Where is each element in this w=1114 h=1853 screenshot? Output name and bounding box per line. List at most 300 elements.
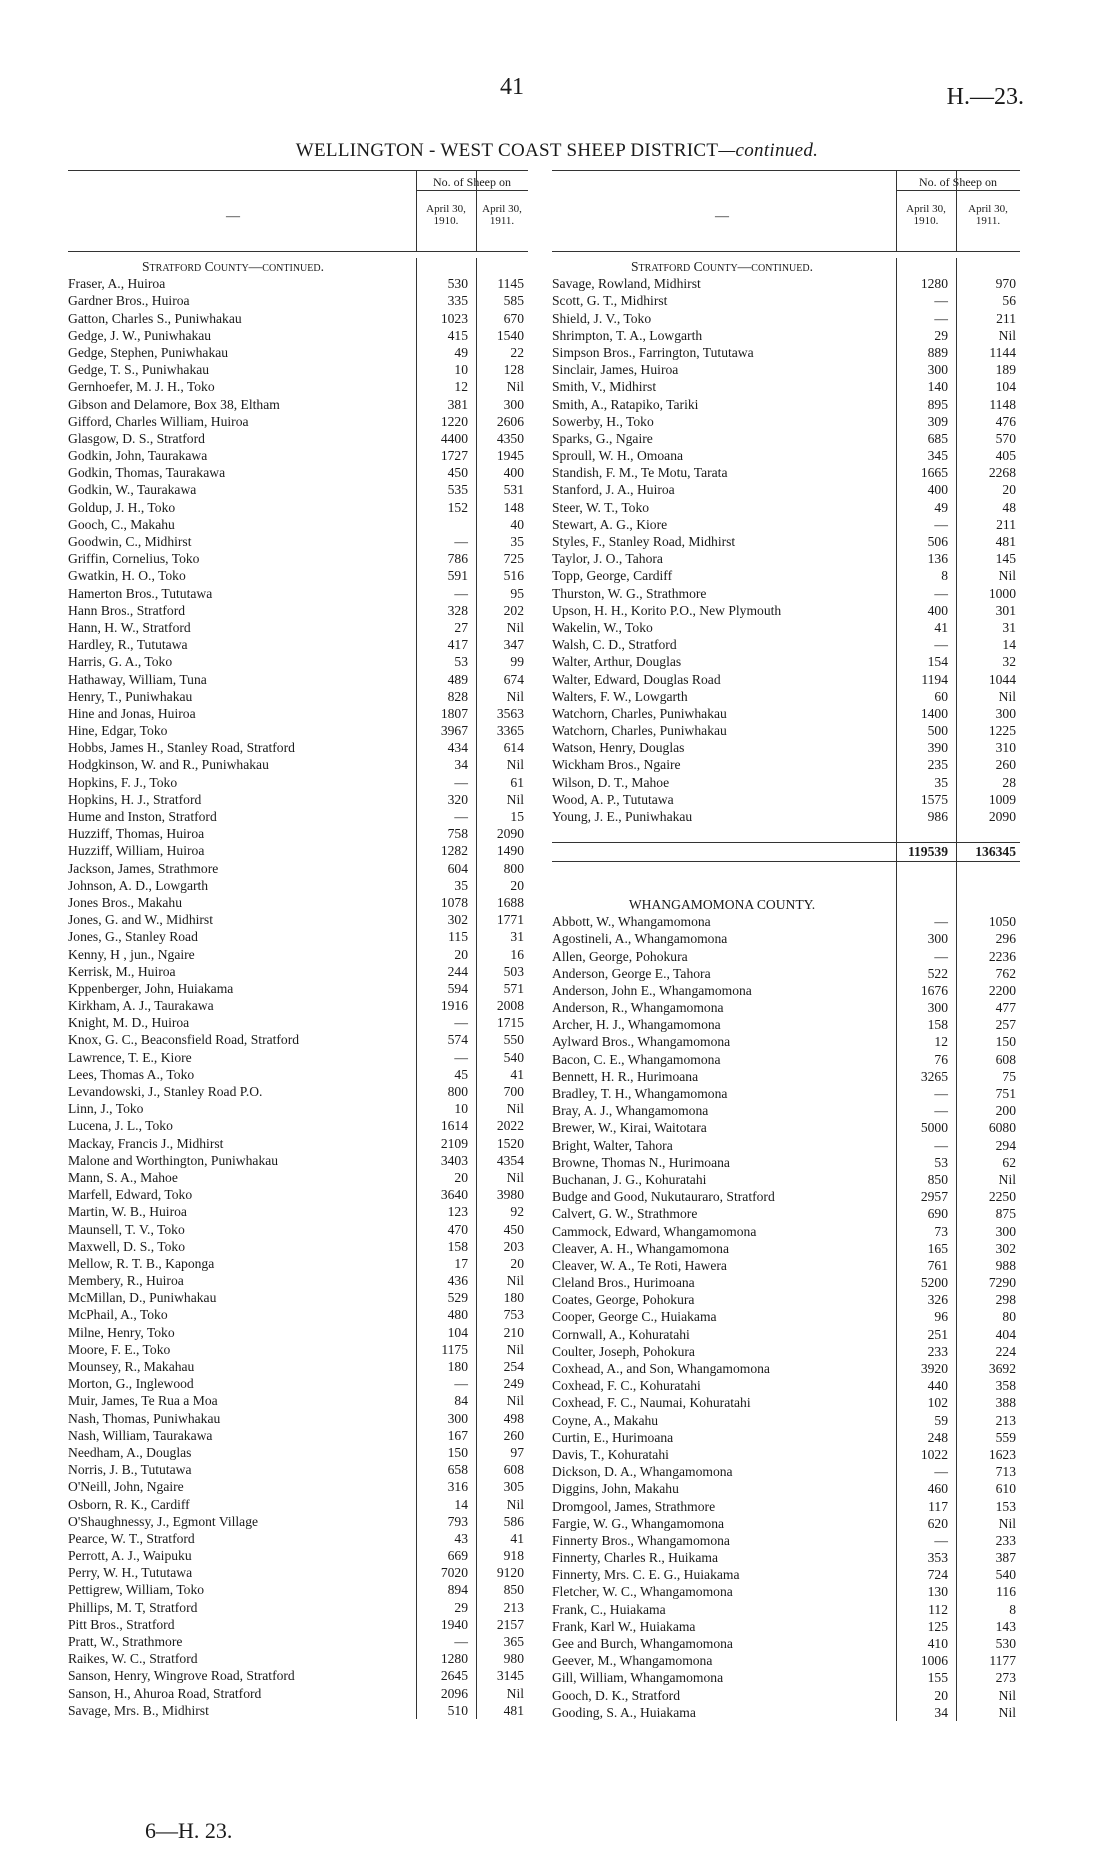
owner-name: Cornwall, A., Kohuratahi bbox=[552, 1326, 690, 1342]
sheep-1911: 200 bbox=[995, 1103, 1016, 1119]
owner-name: Frank, C., Huiakama bbox=[552, 1601, 666, 1617]
table-row bbox=[552, 413, 1020, 430]
column-rule bbox=[956, 464, 957, 481]
sheep-1911: 608 bbox=[995, 1051, 1016, 1067]
column-rule bbox=[476, 739, 477, 756]
sheep-1910: 328 bbox=[447, 602, 468, 618]
sheep-1911: 22 bbox=[510, 344, 524, 360]
owner-name: Marfell, Edward, Toko bbox=[68, 1187, 193, 1203]
column-rule bbox=[476, 1650, 477, 1667]
column-rule bbox=[476, 1341, 477, 1358]
owner-name: Cammock, Edward, Whangamomona bbox=[552, 1223, 757, 1239]
sheep-1910: 400 bbox=[927, 482, 948, 498]
column-rule bbox=[416, 1444, 417, 1461]
sheep-1911: 3692 bbox=[988, 1361, 1016, 1376]
sheep-1911: 9120 bbox=[496, 1565, 524, 1581]
column-rule bbox=[416, 877, 417, 894]
column-rule bbox=[416, 1599, 417, 1616]
sheep-1910: 690 bbox=[927, 1206, 948, 1222]
owner-name: Stewart, A. G., Kiore bbox=[552, 516, 668, 532]
column-rule bbox=[956, 1016, 957, 1033]
column-rule bbox=[896, 516, 897, 533]
sheep-1911: 481 bbox=[995, 534, 1016, 549]
owner-name: Savage, Rowland, Midhirst bbox=[552, 276, 701, 292]
column-rule bbox=[476, 653, 477, 670]
owner-name: Thurston, W. G., Strathmore bbox=[552, 585, 707, 601]
sheep-1911: 211 bbox=[996, 310, 1016, 326]
column-rule bbox=[956, 481, 957, 498]
table-body bbox=[552, 252, 1020, 1721]
sheep-1910: 510 bbox=[447, 1702, 468, 1718]
owner-name: Harris, G. A., Toko bbox=[68, 654, 173, 670]
owner-name: Sparks, G., Ngaire bbox=[552, 430, 653, 446]
column-rule bbox=[896, 1463, 897, 1480]
owner-name: Malone and Worthington, Puniwhakau bbox=[68, 1152, 279, 1168]
owner-name: Jones Bros., Makahu bbox=[68, 894, 183, 910]
column-rule bbox=[956, 585, 957, 602]
sheep-1911: 41 bbox=[510, 1066, 524, 1082]
column-rule bbox=[476, 1117, 477, 1134]
sheep-1910: 3920 bbox=[920, 1361, 948, 1376]
table-row bbox=[68, 1410, 528, 1427]
column-rule bbox=[896, 913, 897, 930]
column-rule bbox=[896, 1257, 897, 1274]
column-rule bbox=[896, 1446, 897, 1463]
sheep-1910: 400 bbox=[927, 602, 948, 618]
column-rule bbox=[416, 774, 417, 791]
sheep-1911: 148 bbox=[503, 499, 524, 515]
owner-name: Cooper, George C., Huiakama bbox=[552, 1309, 717, 1325]
column-rule bbox=[416, 481, 417, 498]
table-row bbox=[68, 1616, 528, 1633]
sheep-1910: 10 bbox=[454, 1101, 468, 1117]
table-row bbox=[552, 1566, 1020, 1583]
table-row bbox=[552, 1016, 1020, 1033]
sheep-1910: 49 bbox=[934, 499, 948, 515]
owner-name: O'Shaughnessy, J., Egmont Village bbox=[68, 1513, 259, 1529]
column-rule bbox=[956, 1257, 957, 1274]
column-rule bbox=[416, 1083, 417, 1100]
column-rule bbox=[476, 1152, 477, 1169]
table-row bbox=[552, 1308, 1020, 1325]
owner-name: Shield, J. V., Toko bbox=[552, 310, 652, 326]
column-rule bbox=[956, 1515, 957, 1532]
column-rule bbox=[416, 1547, 417, 1564]
sheep-1911: 6080 bbox=[988, 1120, 1016, 1136]
sheep-1911: 92 bbox=[510, 1204, 524, 1220]
column-rule bbox=[956, 825, 957, 842]
column-rule bbox=[416, 653, 417, 670]
column-rule bbox=[476, 1478, 477, 1495]
sheep-1911: 296 bbox=[995, 931, 1016, 947]
table-row bbox=[68, 378, 528, 395]
column-rule bbox=[956, 948, 957, 965]
column-rule bbox=[416, 636, 417, 653]
sheep-1910: 112 bbox=[928, 1601, 948, 1617]
table-row bbox=[552, 1618, 1020, 1635]
column-rule bbox=[896, 396, 897, 413]
column-rule bbox=[476, 1616, 477, 1633]
sheep-1910: 3265 bbox=[920, 1068, 948, 1084]
column-rule bbox=[476, 481, 477, 498]
table-row bbox=[552, 516, 1020, 533]
owner-name: Maxwell, D. S., Toko bbox=[68, 1238, 185, 1254]
sheep-1911: 610 bbox=[995, 1481, 1016, 1497]
table-row bbox=[68, 791, 528, 808]
column-rule bbox=[896, 739, 897, 756]
sheep-1910: 2096 bbox=[440, 1685, 468, 1701]
column-rule bbox=[416, 808, 417, 825]
column-rule bbox=[956, 1326, 957, 1343]
page-title bbox=[0, 140, 1114, 162]
sheep-1910: 248 bbox=[927, 1429, 948, 1445]
column-rule bbox=[476, 447, 477, 464]
sheep-1910: 53 bbox=[454, 654, 468, 670]
owner-name: Styles, F., Stanley Road, Midhirst bbox=[552, 534, 736, 549]
table-row bbox=[552, 550, 1020, 567]
sheep-1910: 594 bbox=[447, 980, 468, 996]
column-rule bbox=[416, 344, 417, 361]
sheep-1910: 45 bbox=[454, 1066, 468, 1082]
column-rule bbox=[476, 877, 477, 894]
column-rule bbox=[476, 1427, 477, 1444]
table-row bbox=[552, 1652, 1020, 1669]
sheep-1910: — bbox=[934, 293, 948, 309]
sheep-1911: 3145 bbox=[496, 1668, 524, 1684]
sheep-1910: — bbox=[934, 1532, 948, 1548]
sheep-1910: 320 bbox=[447, 791, 468, 807]
table-row bbox=[68, 1049, 528, 1066]
sheep-1910: — bbox=[454, 809, 468, 824]
owner-name: Dickson, D. A., Whangamomona bbox=[552, 1464, 733, 1480]
sheep-1911: 1225 bbox=[988, 723, 1016, 739]
sheep-1910: 591 bbox=[447, 568, 468, 584]
column-rule bbox=[416, 825, 417, 842]
table-row bbox=[552, 1601, 1020, 1618]
column-rule bbox=[476, 499, 477, 516]
column-rule bbox=[956, 1669, 957, 1686]
column-rule bbox=[956, 1033, 957, 1050]
column-rule bbox=[896, 930, 897, 947]
table-row bbox=[552, 310, 1020, 327]
sheep-1911: 1520 bbox=[496, 1135, 524, 1151]
sheep-1910: 1078 bbox=[440, 894, 468, 910]
owner-name: Morton, G., Inglewood bbox=[68, 1376, 194, 1392]
sheep-1911: 1945 bbox=[496, 448, 524, 464]
sheep-1911: 1009 bbox=[988, 791, 1016, 807]
table-row bbox=[552, 499, 1020, 516]
sheep-1910: 17 bbox=[454, 1255, 468, 1271]
sheep-1910: 489 bbox=[447, 671, 468, 687]
sheep-1911: 20 bbox=[510, 1255, 524, 1271]
column-rule bbox=[476, 567, 477, 584]
table-row bbox=[552, 619, 1020, 636]
column-rule bbox=[896, 1480, 897, 1497]
sheep-1911: 516 bbox=[503, 568, 524, 584]
column-rule bbox=[416, 499, 417, 516]
owner-name: Sowerby, H., Toko bbox=[552, 413, 654, 429]
table-row bbox=[552, 636, 1020, 653]
sheep-1911: 189 bbox=[995, 362, 1016, 378]
column-rule bbox=[956, 1205, 957, 1222]
sheep-1910: — bbox=[934, 1103, 948, 1119]
table-row bbox=[552, 1119, 1020, 1136]
sheep-1911: 62 bbox=[1002, 1154, 1016, 1170]
owner-name: Gardner Bros., Huiroa bbox=[68, 293, 190, 309]
column-rule bbox=[896, 1154, 897, 1171]
column-rule bbox=[416, 1685, 417, 1702]
sheep-1910: 34 bbox=[934, 1704, 948, 1720]
column-rule bbox=[956, 378, 957, 395]
sheep-1911: 310 bbox=[995, 740, 1016, 756]
sheep-1911: 670 bbox=[503, 310, 524, 326]
owner-name: Wilson, D. T., Mahoe bbox=[552, 774, 670, 790]
column-rule bbox=[896, 825, 897, 842]
column-rule bbox=[896, 1343, 897, 1360]
column-rule bbox=[416, 842, 417, 859]
column-rule bbox=[476, 1685, 477, 1702]
column-rule bbox=[416, 1306, 417, 1323]
table-row bbox=[68, 946, 528, 963]
sheep-1911: 2090 bbox=[988, 809, 1016, 824]
table-row bbox=[552, 1360, 1020, 1377]
owner-name: McMillan, D., Puniwhakau bbox=[68, 1290, 217, 1306]
table-row bbox=[68, 1702, 528, 1719]
table-row bbox=[552, 1205, 1020, 1222]
owner-name: Topp, George, Cardiff bbox=[552, 568, 673, 584]
owner-name: O'Neill, John, Ngaire bbox=[68, 1479, 184, 1495]
sheep-1911: 388 bbox=[995, 1395, 1016, 1411]
sheep-1911: 530 bbox=[995, 1636, 1016, 1651]
owner-name: Cleaver, A. H., Whangamomona bbox=[552, 1240, 730, 1256]
column-rule bbox=[896, 879, 897, 896]
owner-name: Knox, G. C., Beaconsfield Road, Stratford bbox=[68, 1032, 300, 1048]
table-row bbox=[552, 430, 1020, 447]
sheep-1911: Nil bbox=[506, 688, 524, 704]
sheep-1910: 10 bbox=[454, 362, 468, 378]
column-rule bbox=[956, 1068, 957, 1085]
sheep-1910: 1614 bbox=[440, 1118, 468, 1134]
sheep-1911: 20 bbox=[510, 877, 524, 893]
owner-name: Kirkham, A. J., Taurakawa bbox=[68, 998, 214, 1014]
owner-name: Curtin, E., Hurimoana bbox=[552, 1429, 674, 1445]
sheep-1910: 1916 bbox=[440, 998, 468, 1014]
table-row bbox=[552, 756, 1020, 773]
column-rule bbox=[476, 1066, 477, 1083]
column-rule bbox=[956, 705, 957, 722]
table-row bbox=[68, 430, 528, 447]
column-rule bbox=[956, 688, 957, 705]
sheep-1911: 1540 bbox=[496, 327, 524, 343]
table-row bbox=[68, 1496, 528, 1513]
table-row bbox=[552, 774, 1020, 791]
table-row bbox=[68, 1100, 528, 1117]
column-rule bbox=[476, 1513, 477, 1530]
owner-name: Young, J. E., Puniwhakau bbox=[552, 809, 693, 824]
sheep-1911: Nil bbox=[998, 568, 1016, 584]
sheep-1910: 20 bbox=[454, 946, 468, 962]
column-rule bbox=[476, 430, 477, 447]
owner-name: Sinclair, James, Huiroa bbox=[552, 362, 679, 378]
owner-name: McPhail, A., Toko bbox=[68, 1307, 168, 1323]
sheep-1911: 988 bbox=[995, 1257, 1016, 1273]
sheep-1910: 345 bbox=[927, 448, 948, 464]
owner-name: Glasgow, D. S., Stratford bbox=[68, 430, 205, 446]
column-rule bbox=[476, 533, 477, 550]
column-rule bbox=[476, 310, 477, 327]
sheep-1910: 574 bbox=[447, 1032, 468, 1048]
column-rule bbox=[476, 1186, 477, 1203]
sheep-1911: 3365 bbox=[496, 723, 524, 739]
column-rule bbox=[476, 756, 477, 773]
column-rule bbox=[956, 1583, 957, 1600]
sheep-1910: 889 bbox=[927, 344, 948, 360]
column-rule bbox=[476, 1289, 477, 1306]
sheep-1911: 1715 bbox=[496, 1015, 524, 1031]
owner-name: Mellow, R. T. B., Kaponga bbox=[68, 1255, 215, 1271]
column-rule bbox=[416, 1341, 417, 1358]
column-rule bbox=[416, 1702, 417, 1719]
sheep-1911: 16 bbox=[510, 946, 524, 962]
sheep-1911: 614 bbox=[503, 740, 524, 756]
owner-name: Osborn, R. K., Cardiff bbox=[68, 1496, 190, 1512]
sheep-1911: 99 bbox=[510, 654, 524, 670]
sheep-1911: 211 bbox=[996, 516, 1016, 532]
column-rule bbox=[416, 533, 417, 550]
column-rule bbox=[956, 1171, 957, 1188]
sheep-1911: 257 bbox=[995, 1017, 1016, 1033]
owner-name: Gwatkin, H. O., Toko bbox=[68, 568, 186, 584]
sheep-1911: 203 bbox=[503, 1238, 524, 1254]
column-rule bbox=[956, 602, 957, 619]
header-dash: — bbox=[226, 209, 240, 224]
column-rule bbox=[896, 636, 897, 653]
sheep-1911: 970 bbox=[995, 276, 1016, 292]
column-rule bbox=[956, 896, 957, 913]
sheep-1911: 14 bbox=[1002, 637, 1016, 653]
sheep-1911: 116 bbox=[996, 1584, 1016, 1600]
column-rule bbox=[416, 722, 417, 739]
table-row bbox=[68, 860, 528, 877]
owner-name: Gibson and Delamore, Box 38, Eltham bbox=[68, 396, 280, 412]
column-rule bbox=[956, 774, 957, 791]
table-row bbox=[68, 1667, 528, 1684]
sheep-1911: Nil bbox=[506, 1169, 524, 1185]
sheep-1910: 49 bbox=[454, 344, 468, 360]
table-row bbox=[68, 1650, 528, 1667]
sheep-1911: 980 bbox=[503, 1651, 524, 1667]
column-rule bbox=[896, 1274, 897, 1291]
sheep-1911: 48 bbox=[1002, 499, 1016, 515]
column-rule bbox=[416, 1117, 417, 1134]
column-rule bbox=[476, 1169, 477, 1186]
sheep-1910: 235 bbox=[927, 757, 948, 773]
owner-name: Coxhead, A., and Son, Whangamomona bbox=[552, 1361, 770, 1376]
column-rule bbox=[416, 1375, 417, 1392]
column-rule bbox=[476, 1581, 477, 1598]
column-rule bbox=[956, 516, 957, 533]
column-rule bbox=[476, 344, 477, 361]
sheep-1910: 20 bbox=[454, 1169, 468, 1185]
sheep-1911: Nil bbox=[998, 1171, 1016, 1187]
sheep-1910: 309 bbox=[927, 413, 948, 429]
owner-name: Frank, Karl W., Huiakama bbox=[552, 1618, 696, 1634]
sheep-1911: 32 bbox=[1002, 654, 1016, 670]
sheep-1910: 27 bbox=[454, 619, 468, 635]
sheep-1911: 365 bbox=[503, 1634, 524, 1649]
sheep-1910: 96 bbox=[934, 1309, 948, 1325]
column-rule bbox=[896, 1223, 897, 1240]
column-rule bbox=[956, 791, 957, 808]
column-rule bbox=[956, 550, 957, 567]
owner-name: Agostineli, A., Whangamomona bbox=[552, 931, 728, 947]
column-rule bbox=[956, 1188, 957, 1205]
column-rule bbox=[416, 619, 417, 636]
sheep-1910: 415 bbox=[447, 327, 468, 343]
column-rule bbox=[896, 275, 897, 292]
column-rule bbox=[956, 879, 957, 896]
sheep-1910: 436 bbox=[447, 1273, 468, 1289]
column-rule bbox=[416, 739, 417, 756]
table-row bbox=[552, 1549, 1020, 1566]
sheep-1911: 540 bbox=[503, 1049, 524, 1065]
sheep-1911: 273 bbox=[995, 1670, 1016, 1686]
sheep-1910: 84 bbox=[454, 1393, 468, 1409]
sheep-1911: 2236 bbox=[988, 948, 1016, 964]
table-row bbox=[68, 619, 528, 636]
sheep-1910: 1807 bbox=[440, 705, 468, 721]
owner-name: Linn, J., Toko bbox=[68, 1101, 144, 1117]
column-rule bbox=[476, 808, 477, 825]
owner-name: Coates, George, Pohokura bbox=[552, 1292, 695, 1308]
table-row bbox=[552, 930, 1020, 947]
table-row bbox=[552, 567, 1020, 584]
table-row bbox=[68, 1169, 528, 1186]
column-rule bbox=[956, 843, 957, 860]
column-rule bbox=[416, 1066, 417, 1083]
table-row bbox=[552, 808, 1020, 825]
column-rule bbox=[416, 671, 417, 688]
column-rule bbox=[476, 791, 477, 808]
sheep-1910: 604 bbox=[447, 860, 468, 876]
sheep-1910: 460 bbox=[927, 1481, 948, 1497]
column-rule bbox=[476, 1049, 477, 1066]
sheep-1910: 1940 bbox=[440, 1616, 468, 1632]
table-row bbox=[552, 1515, 1020, 1532]
sheep-1910: 440 bbox=[927, 1378, 948, 1394]
table-row bbox=[552, 653, 1020, 670]
column-rule bbox=[896, 999, 897, 1016]
sheep-1910: 850 bbox=[927, 1171, 948, 1187]
column-rule bbox=[476, 1238, 477, 1255]
sheep-1910: 167 bbox=[447, 1427, 468, 1443]
column-rule bbox=[956, 1498, 957, 1515]
sheep-1911: 213 bbox=[995, 1412, 1016, 1428]
sheep-1911: 300 bbox=[995, 705, 1016, 721]
owner-name: Shrimpton, T. A., Lowgarth bbox=[552, 327, 703, 343]
owner-name: Bradley, T. H., Whangamomona bbox=[552, 1086, 728, 1101]
column-rule bbox=[476, 378, 477, 395]
sheep-1910: — bbox=[934, 637, 948, 653]
sheep-1911: 300 bbox=[503, 396, 524, 412]
column-rule bbox=[956, 1394, 957, 1411]
table-row bbox=[552, 327, 1020, 344]
sheep-1911: 1144 bbox=[989, 344, 1016, 360]
column-rule bbox=[896, 774, 897, 791]
sheep-1910: 130 bbox=[927, 1584, 948, 1600]
table-row bbox=[68, 1306, 528, 1323]
column-rule bbox=[956, 447, 957, 464]
